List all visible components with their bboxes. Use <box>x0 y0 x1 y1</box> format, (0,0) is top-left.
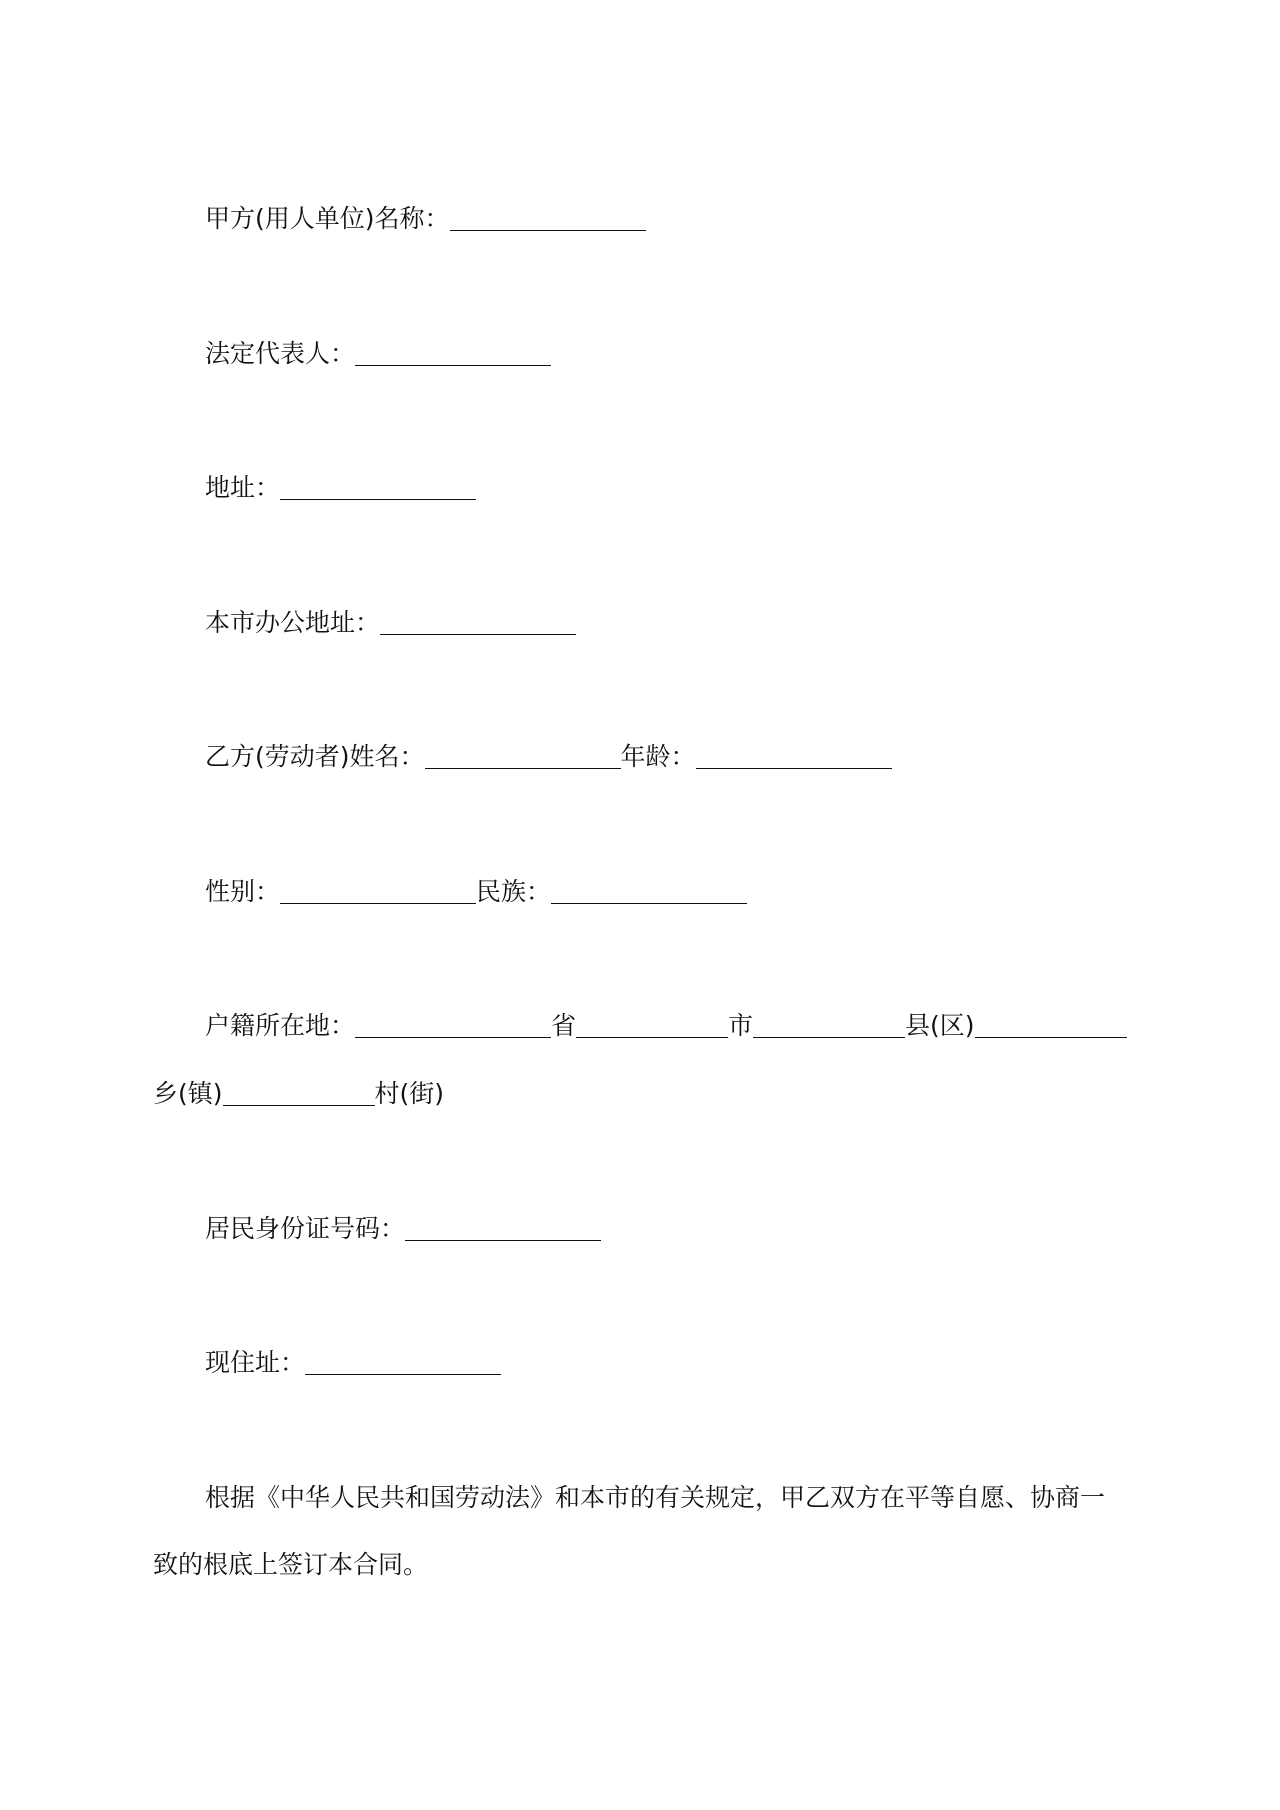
ethnicity-blank[interactable] <box>551 877 747 904</box>
age-blank[interactable] <box>696 742 892 769</box>
address-blank[interactable] <box>280 473 476 500</box>
county-blank[interactable] <box>975 1011 1127 1038</box>
township-blank[interactable] <box>223 1079 375 1106</box>
household-blank[interactable] <box>355 1011 551 1038</box>
gender-label: 性别： <box>205 877 281 906</box>
preamble-line-1 <box>153 1481 1130 1515</box>
province-blank[interactable] <box>576 1011 728 1038</box>
township-label: 乡(镇) <box>153 1079 223 1108</box>
id-number-blank[interactable] <box>405 1214 601 1241</box>
party-a-name-row <box>153 202 1130 236</box>
legal-rep-row <box>153 337 1130 371</box>
legal-rep-label: 法定代表人： <box>205 339 356 368</box>
preamble-line-2 <box>153 1548 1130 1582</box>
id-number-label: 居民身份证号码： <box>205 1214 406 1243</box>
current-address-blank[interactable] <box>305 1348 501 1375</box>
address-row <box>153 471 1130 505</box>
household-label: 户籍所在地： <box>205 1011 356 1040</box>
household-row-continued <box>153 1077 1130 1111</box>
party-b-name-blank[interactable] <box>425 742 621 769</box>
party-a-name-blank[interactable] <box>450 204 646 231</box>
ethnicity-label: 民族： <box>476 877 552 906</box>
address-label: 地址： <box>205 473 281 502</box>
age-label: 年龄： <box>620 742 696 771</box>
party-b-row <box>153 740 1130 774</box>
village-label: 村(街) <box>374 1079 445 1108</box>
county-label: 县(区) <box>905 1011 975 1040</box>
current-address-label: 现住址： <box>205 1348 306 1377</box>
household-row <box>153 1009 1130 1043</box>
local-office-row <box>153 606 1130 640</box>
legal-rep-blank[interactable] <box>355 339 551 366</box>
party-b-name-label: 乙方(劳动者)姓名： <box>205 742 425 771</box>
local-office-label: 本市办公地址： <box>205 608 381 637</box>
city-blank[interactable] <box>753 1011 905 1038</box>
gender-row <box>153 875 1130 909</box>
province-label: 省 <box>551 1011 577 1040</box>
preamble-text-2: 致的根底上签订本合同。 <box>153 1550 429 1579</box>
preamble-text-1: 根据《中华人民共和国劳动法》和本市的有关规定，甲乙双方在平等自愿、协商一 <box>205 1483 1106 1512</box>
local-office-blank[interactable] <box>380 608 576 635</box>
party-a-name-label: 甲方(用人单位)名称： <box>205 204 450 233</box>
current-address-row <box>153 1346 1130 1380</box>
city-label: 市 <box>728 1011 754 1040</box>
id-number-row <box>153 1212 1130 1246</box>
gender-blank[interactable] <box>280 877 476 904</box>
